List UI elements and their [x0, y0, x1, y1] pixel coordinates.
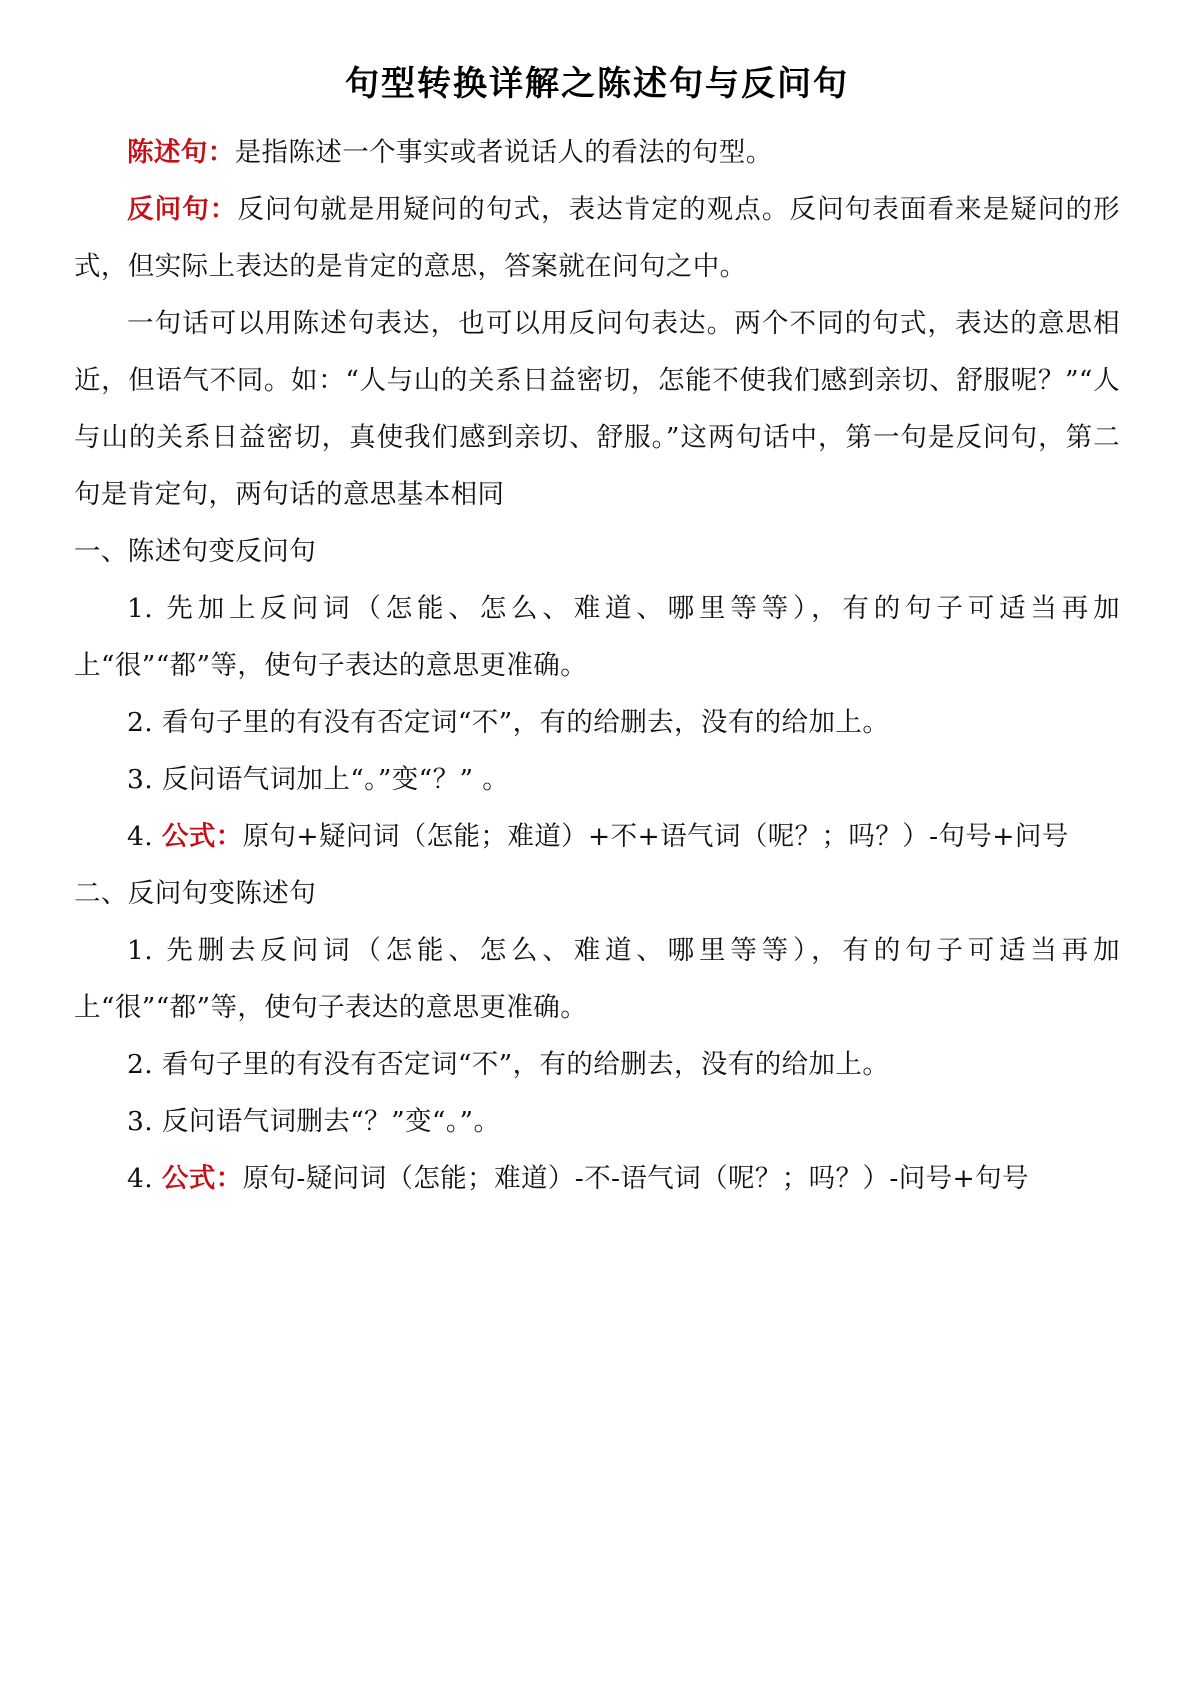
- definition-rhetorical: [74, 181, 1120, 295]
- page-title: 句型转换详解之陈述句与反问句: [345, 64, 849, 104]
- section-1-item-1-text: 先加上反问词（怎能、怎么、难道、哪里等等），有的句子可适当再加上“很”“都”等，使句子表达的意思更准确。: [74, 592, 1120, 681]
- document-body: [74, 62, 1120, 1207]
- section-1-item-1-number: 1.: [127, 592, 154, 624]
- section-2-item-2: [74, 1036, 1120, 1093]
- section-2-item-1: [74, 922, 1120, 1036]
- section-2-item-3: [74, 1093, 1120, 1150]
- section-heading-2: 二、反问句变陈述句: [74, 877, 317, 909]
- section-2-item-3-text: 反问语气词删去“？”变“。”。: [161, 1105, 501, 1137]
- section-1-item-3-text: 反问语气词加上“。”变“？” 。: [161, 763, 510, 795]
- definition-statement-body: 是指陈述一个事实或者说话人的看法的句型。: [234, 136, 773, 168]
- section-2-item-4-number: 4.: [127, 1162, 154, 1194]
- definition-statement-label: 陈述句：: [127, 136, 235, 168]
- section-2-item-1-text: 先删去反问词（怎能、怎么、难道、哪里等等），有的句子可适当再加上“很”“都”等，使句子表达的意思更准确。: [74, 934, 1120, 1023]
- section-2-item-2-text: 看句子里的有没有否定词“不”，有的给删去，没有的给加上。: [161, 1048, 890, 1080]
- definition-rhetorical-label: 反问句：: [127, 193, 238, 225]
- section-heading-1: 一、陈述句变反问句: [74, 535, 317, 567]
- section-2-item-4-label: 公式：: [161, 1162, 243, 1194]
- section-1-item-1: [74, 580, 1120, 694]
- section-2-item-4: [74, 1150, 1120, 1207]
- definition-rhetorical-body: 反问句就是用疑问的句式，表达肯定的观点。反问句表面看来是疑问的形式，但实际上表达的是肯定的意思，答案就在问句之中。: [74, 193, 1120, 282]
- section-1-item-3-number: 3.: [127, 763, 154, 795]
- section-2-item-3-number: 3.: [127, 1105, 154, 1137]
- section-2-item-4-text: 原句-疑问词（怎能；难道）-不-语气词（呢？；吗？）-问号+句号: [242, 1162, 1029, 1194]
- section-1-item-2: [74, 694, 1120, 751]
- section-1-item-4-label: 公式：: [161, 820, 243, 852]
- definition-statement: [74, 124, 1120, 181]
- section-1-item-4-number: 4.: [127, 820, 154, 852]
- section-1-item-4: [74, 808, 1120, 865]
- section-1-item-2-text: 看句子里的有没有否定词“不”，有的给删去，没有的给加上。: [161, 706, 890, 738]
- intro-paragraph: 一句话可以用陈述句表达，也可以用反问句表达。两个不同的句式，表达的意思相近，但语气不同。如：“人与山的关系日益密切，怎能不使我们感到亲切、舒服呢？”“人与山的关系日益密切，真使我们感到亲切、舒服。”这两句话中，第一句是反问句，第二句是肯定句，两句话的意思基本相同: [74, 307, 1120, 510]
- section-1-item-3: [74, 751, 1120, 808]
- section-1-item-4-text: 原句+疑问词（怎能；难道）+不+语气词（呢？；吗？）-句号+问号: [242, 820, 1069, 852]
- section-2-item-2-number: 2.: [127, 1048, 154, 1080]
- section-1-item-2-number: 2.: [127, 706, 154, 738]
- section-2-item-1-number: 1.: [127, 934, 154, 966]
